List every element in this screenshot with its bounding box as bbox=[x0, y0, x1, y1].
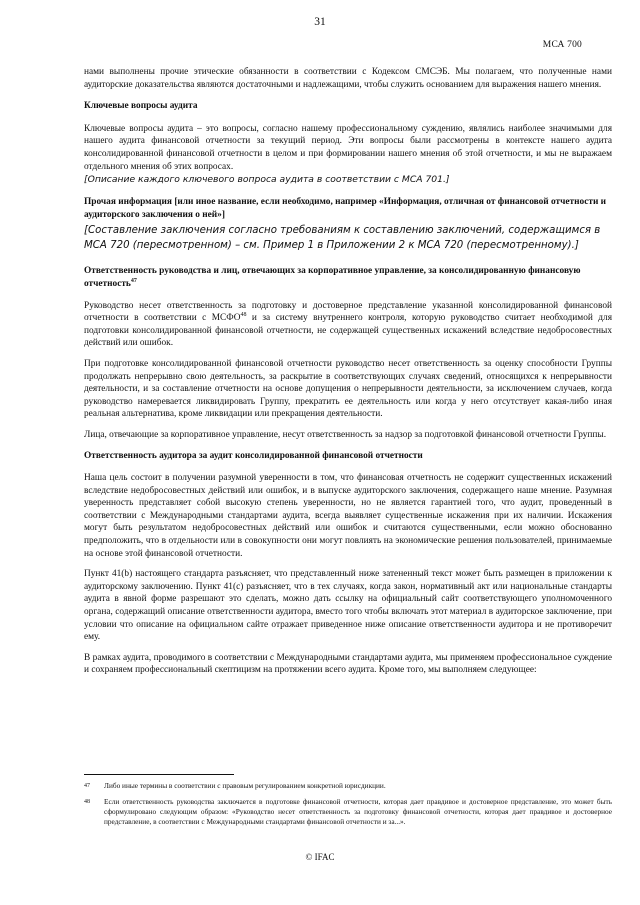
footnote-ref-47: 47 bbox=[130, 277, 137, 284]
footnote-text: Если ответственность руководства заключается в подготовке финансовой отчетности, которая дает правдивое и достоверное представление, это может быть сформулировано следующим образом: «Руководство несет ответственность за подготовку финансовой отчетности, которая дает правдивое и достоверное представление, в соответствии с Международными стандартами финансовой отчетности и за...». bbox=[104, 797, 612, 826]
paragraph-key-audit-matters: Ключевые вопросы аудита – это вопросы, согласно нашему профессиональному суждению, являлись наиболее значимыми для нашего аудита финансовой отчетности за текущий период. Эти вопросы были рассмотрены в контексте нашего аудита консолидированной финансовой отчетности в целом и при формировании нашего мнения об этой отчетности, и мы не выражаем отдельного мнения об этих вопросах. bbox=[84, 123, 612, 172]
paragraph-governance: Лица, отвечающие за корпоративное управление, несут ответственность за надзор за подготовкой финансовой отчетности Группы. bbox=[84, 429, 607, 440]
footnote-separator bbox=[84, 774, 234, 775]
body-text bbox=[84, 66, 612, 677]
note-key-audit-matters: [Описание каждого ключевого вопроса аудита в соответствии с МСА 701.] bbox=[84, 174, 450, 186]
paragraph-shaded-text-note: Пункт 41(b) настоящего стандарта разъясняет, что представленный ниже затененный текст может быть размещен в приложении к аудиторскому заключению. Пункт 41(c) разъясняет, что в тех случаях, когда закон, нормативный акт или национальные стандарты аудита в явной форме разрешают это сделать, можно дать ссылку на официальный сайт соответствующего уполномоченного органа, содержащий описание ответственности аудитора, вместо того чтобы включать этот материал в аудиторское заключение, при условии что описание на официальном сайте отражает приведенное ниже описание ответственности аудитора и не противоречит ему. bbox=[84, 569, 612, 643]
footnote-text: Либо иные термины в соответствии с правовым регулированием конкретной юрисдикции. bbox=[104, 781, 386, 790]
heading-key-audit-matters: Ключевые вопросы аудита bbox=[84, 101, 198, 112]
paragraph-opening: нами выполнены прочие этические обязанности в соответствии с Кодексом СМСЭБ. Мы полагаем, что полученные нами аудиторские доказательства являются достаточными и надлежащими, чтобы служить основанием для выражения нашего мнения. bbox=[84, 67, 612, 90]
heading-management-responsibility: Ответственность руководства и лиц, отвечающих за корпоративное управление, за консолидированную финансовую отчетность$^{47}$ bbox=[84, 266, 581, 289]
copyright-footer: © IFAC bbox=[305, 852, 335, 862]
paragraph-going-concern: При подготовке консолидированной финансовой отчетности руководство несет ответственность за оценку способности Группы продолжать непрерывно свою деятельность, за раскрытие в соответствующих случаях сведений, относящихся к непрерывности деятельности, и за составление отчетности на основе допущения о непрерывности деятельности, за исключением случаев, когда руководство намеревается ликвидировать Группу, прекратить ее деятельность или когда у него отсутствует какая-либо иная реальная альтернатива, кроме ликвидации или прекращения деятельности. bbox=[84, 358, 612, 420]
paragraph-audit-procedures: В рамках аудита, проводимого в соответствии с Международными стандартами аудита, мы применяем профессиональное суждение и сохраняем профессиональный скептицизм на протяжении всего аудита. Кроме того, мы выполняем следующее: bbox=[84, 652, 612, 676]
footnote-47 bbox=[84, 781, 612, 791]
note-other-information: [Составление заключения согласно требованиям к составлению заключений, содержащимся в МСА 720 (пересмотренном) – см. Пример 1 в Приложении 2 к МСА 720 (пересмотренному).] bbox=[84, 224, 601, 251]
paragraph-management-responsibility: Руководство несет ответственность за подготовку и достоверное представление указанной консолидированной финансовой отчетности в соответствии с МСФО$^{48}$ и за систему внутреннего контроля, которую руководство считает необходимой для подготовки консолидированной финансовой отчетности, не содержащей существенных искажений вследствие недобросовестных действий или ошибок. bbox=[84, 300, 612, 349]
footnote-number: 48 bbox=[84, 799, 90, 805]
heading-other-information: Прочая информация [или иное название, если необходимо, например «Информация, отличная от финансовой отчетности и аудиторского заключения о ней»] bbox=[84, 197, 607, 220]
heading-auditor-responsibility: Ответственность аудитора за аудит консолидированной финансовой отчетности bbox=[84, 451, 423, 462]
paragraph-audit-objective: Наша цель состоит в получении разумной уверенности в том, что финансовая отчетность не содержит существенных искажений вследствие недобросовестных действий или ошибок, и в выпуске аудиторского заключения, содержащего наше мнение. Разумная уверенность представляет собой высокую степень уверенности, но не является гарантией того, что аудит, проведенный в соответствии с Международными стандартами аудита, всегда выявляет существенные искажения при их наличии. Искажения могут быть результатом недобросовестных действий или ошибок и считаются существенными, если можно обоснованно предположить, что в отдельности или в совокупности они могут повлиять на экономические решения пользователей, принимаемые на основе этой финансовой отчетности. bbox=[84, 473, 612, 559]
running-title: МСА 700 bbox=[542, 40, 582, 50]
footnote-number: 47 bbox=[84, 783, 90, 789]
page-number: 31 bbox=[314, 16, 326, 28]
footnote-ref-48: 48 bbox=[240, 312, 247, 319]
footnotes bbox=[84, 781, 612, 833]
footnote-48 bbox=[84, 797, 612, 827]
